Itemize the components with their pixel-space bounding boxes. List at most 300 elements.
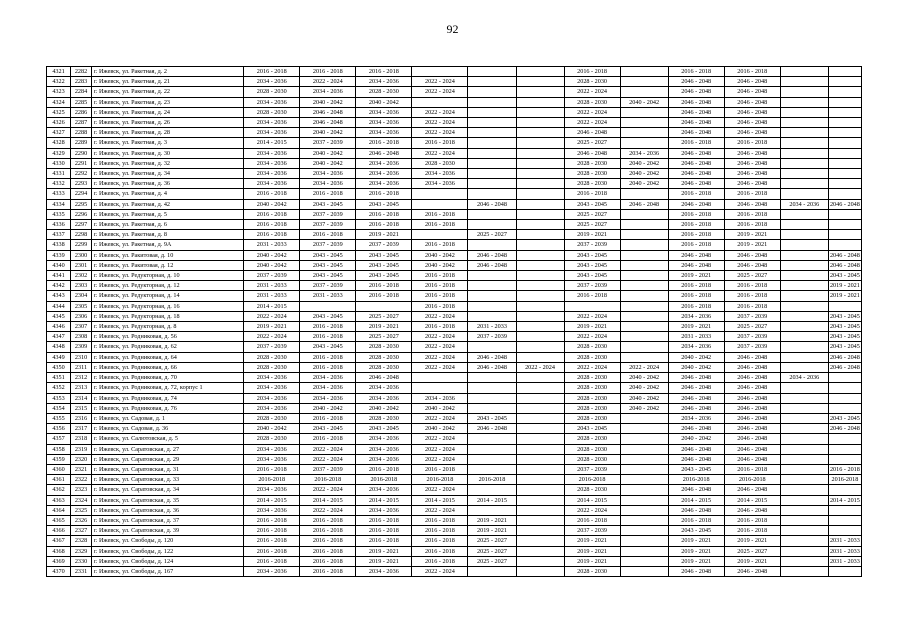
cell-period-11 [780, 107, 828, 117]
cell-period-5: 2043 - 2045 [468, 413, 516, 423]
cell-house-id: 2302 [71, 271, 92, 281]
cell-house-id: 2299 [71, 240, 92, 250]
cell-period-6 [516, 495, 564, 505]
cell-address: г. Ижевск, ул. Ракетная, д. 23 [92, 97, 244, 107]
cell-period-2: 2037 - 2039 [300, 220, 356, 230]
table-row [47, 169, 862, 179]
cell-period-8 [620, 220, 668, 230]
cell-address: г. Ижевск, ул. Ракетная, д. 22 [92, 87, 244, 97]
cell-period-1: 2016 - 2018 [244, 536, 300, 546]
cell-period-9: 2019 - 2021 [668, 271, 724, 281]
cell-period-12 [828, 485, 861, 495]
cell-address: г. Ижевск, ул. Ракитовая, д. 12 [92, 260, 244, 270]
cell-period-6 [516, 271, 564, 281]
cell-row-number: 4327 [47, 128, 71, 138]
cell-period-10: 2016 - 2018 [724, 515, 780, 525]
cell-period-8 [620, 322, 668, 332]
cell-period-8 [620, 107, 668, 117]
cell-period-7: 2014 - 2015 [564, 495, 620, 505]
cell-period-5 [468, 209, 516, 219]
table-row [47, 107, 862, 117]
cell-period-4: 2034 - 2036 [412, 169, 468, 179]
cell-period-2: 2016 - 2018 [300, 332, 356, 342]
cell-period-7: 2016 - 2018 [564, 189, 620, 199]
cell-period-8 [620, 260, 668, 270]
cell-period-4: 2022 - 2024 [412, 107, 468, 117]
cell-row-number: 4367 [47, 536, 71, 546]
cell-period-1: 2028 - 2030 [244, 107, 300, 117]
cell-period-3: 2016 - 2018 [356, 189, 412, 199]
cell-period-1: 2014 - 2015 [244, 495, 300, 505]
cell-house-id: 2328 [71, 536, 92, 546]
cell-period-7: 2028 - 2030 [564, 454, 620, 464]
cell-period-9: 2019 - 2021 [668, 546, 724, 556]
cell-period-2: 2043 - 2045 [300, 271, 356, 281]
cell-period-1: 2016 - 2018 [244, 67, 300, 77]
cell-row-number: 4338 [47, 240, 71, 250]
cell-house-id: 2301 [71, 260, 92, 270]
cell-period-6 [516, 352, 564, 362]
cell-period-8 [620, 138, 668, 148]
cell-house-id: 2315 [71, 403, 92, 413]
cell-period-10: 2016 - 2018 [724, 301, 780, 311]
cell-period-7: 2019 - 2021 [564, 546, 620, 556]
cell-address: г. Ижевск, ул. Свободы, д. 122 [92, 546, 244, 556]
table-row [47, 97, 862, 107]
cell-row-number: 4329 [47, 148, 71, 158]
cell-period-1: 2028 - 2030 [244, 434, 300, 444]
cell-period-2: 2046 - 2048 [300, 107, 356, 117]
cell-period-12 [828, 434, 861, 444]
cell-period-5: 2031 - 2033 [468, 322, 516, 332]
cell-period-7: 2037 - 2039 [564, 281, 620, 291]
cell-address: г. Ижевск, ул. Свободы, д. 167 [92, 566, 244, 576]
cell-period-12 [828, 230, 861, 240]
cell-period-11 [780, 464, 828, 474]
cell-period-3: 2016 - 2018 [356, 464, 412, 474]
cell-row-number: 4348 [47, 342, 71, 352]
cell-house-id: 2322 [71, 475, 92, 485]
cell-period-3: 2034 - 2036 [356, 485, 412, 495]
cell-period-4: 2022 - 2024 [412, 485, 468, 495]
table-row [47, 311, 862, 321]
cell-house-id: 2307 [71, 322, 92, 332]
cell-period-11 [780, 138, 828, 148]
cell-period-12: 2046 - 2048 [829, 200, 860, 208]
cell-period-6 [516, 383, 564, 393]
cell-house-id: 2285 [71, 97, 92, 107]
cell-period-2: 2016 - 2018 [300, 566, 356, 576]
cell-period-8 [620, 87, 668, 97]
cell-period-11 [780, 118, 828, 128]
cell-period-3: 2028 - 2030 [356, 362, 412, 372]
cell-period-8 [620, 464, 668, 474]
cell-row-number: 4346 [47, 322, 71, 332]
cell-period-3: 2034 - 2036 [356, 454, 412, 464]
cell-period-5 [468, 128, 516, 138]
cell-period-4: 2022 - 2024 [412, 118, 468, 128]
cell-period-5 [468, 118, 516, 128]
cell-period-5 [468, 373, 516, 383]
cell-period-8 [620, 505, 668, 515]
cell-period-1: 2014 - 2015 [244, 301, 300, 311]
cell-period-12 [828, 189, 861, 199]
cell-period-3: 2016 - 2018 [356, 515, 412, 525]
cell-period-6 [516, 505, 564, 515]
cell-period-8 [620, 424, 668, 434]
cell-period-2: 2034 - 2036 [300, 179, 356, 189]
cell-period-12 [828, 454, 861, 464]
cell-house-id: 2320 [71, 454, 92, 464]
cell-period-8 [620, 77, 668, 87]
cell-period-4 [412, 189, 468, 199]
cell-row-number: 4360 [47, 464, 71, 474]
cell-house-id: 2331 [71, 566, 92, 576]
cell-period-1: 2034 - 2036 [244, 373, 300, 383]
cell-period-1: 2034 - 2036 [244, 118, 300, 128]
cell-period-12 [828, 220, 861, 230]
cell-period-7: 2019 - 2021 [564, 556, 620, 566]
cell-period-4: 2022 - 2024 [412, 77, 468, 87]
cell-period-10: 2037 - 2039 [724, 311, 780, 321]
table-row [47, 322, 862, 332]
cell-house-id: 2318 [71, 434, 92, 444]
cell-period-3: 2046 - 2048 [356, 373, 412, 383]
table-row [47, 301, 862, 311]
cell-row-number: 4332 [47, 179, 71, 189]
cell-period-10: 2046 - 2048 [724, 128, 780, 138]
cell-period-12: 2043 - 2045 [829, 343, 860, 351]
cell-period-1: 2040 - 2042 [244, 250, 300, 260]
cell-house-id: 2327 [71, 526, 92, 536]
cell-period-11 [780, 158, 828, 168]
cell-house-id: 2312 [71, 373, 92, 383]
cell-period-12: 2046 - 2048 [829, 261, 860, 269]
table-row [47, 454, 862, 464]
cell-period-4: 2016 - 2018 [412, 526, 468, 536]
cell-period-7: 2028 - 2030 [564, 413, 620, 423]
cell-period-10: 2046 - 2048 [724, 566, 780, 576]
cell-period-7: 2022 - 2024 [564, 362, 620, 372]
cell-row-number: 4324 [47, 97, 71, 107]
cell-period-10: 2046 - 2048 [724, 383, 780, 393]
cell-period-2: 2040 - 2042 [300, 158, 356, 168]
cell-period-9: 2046 - 2048 [668, 393, 724, 403]
cell-period-7: 2019 - 2021 [564, 536, 620, 546]
cell-period-12 [828, 77, 861, 87]
cell-period-9: 2034 - 2036 [668, 311, 724, 321]
cell-period-8 [620, 515, 668, 525]
cell-period-7: 2019 - 2021 [564, 230, 620, 240]
cell-house-id: 2282 [71, 67, 92, 77]
cell-period-7: 2028 - 2030 [564, 77, 620, 87]
cell-period-11 [780, 271, 828, 281]
cell-period-1: 2037 - 2039 [244, 342, 300, 352]
cell-period-11 [780, 505, 828, 515]
cell-period-2: 2043 - 2045 [300, 199, 356, 209]
cell-period-3: 2014 - 2015 [356, 495, 412, 505]
cell-period-1: 2031 - 2033 [244, 291, 300, 301]
cell-row-number: 4342 [47, 281, 71, 291]
cell-period-10: 2046 - 2048 [724, 77, 780, 87]
cell-period-3: 2034 - 2036 [356, 434, 412, 444]
cell-address: г. Ижевск, ул. Саратовская, д. 31 [92, 464, 244, 474]
cell-period-10: 2025 - 2027 [724, 271, 780, 281]
cell-period-10: 2046 - 2048 [724, 260, 780, 270]
cell-period-1: 2034 - 2036 [244, 179, 300, 189]
cell-period-3: 2034 - 2036 [356, 393, 412, 403]
cell-period-9: 2046 - 2048 [668, 566, 724, 576]
cell-address: г. Ижевск, ул. Родниковая, д. 70 [92, 373, 244, 383]
cell-period-7: 2028 - 2030 [564, 352, 620, 362]
cell-period-9: 2046 - 2048 [668, 128, 724, 138]
cell-period-2: 2016 - 2018 [300, 526, 356, 536]
table-row [47, 77, 862, 87]
cell-period-9: 2046 - 2048 [668, 260, 724, 270]
cell-row-number: 4333 [47, 189, 71, 199]
cell-period-7: 2028 - 2030 [564, 393, 620, 403]
cell-period-5 [468, 179, 516, 189]
cell-period-2 [300, 301, 356, 311]
cell-house-id: 2304 [71, 291, 92, 301]
cell-period-7: 2019 - 2021 [564, 322, 620, 332]
cell-period-7: 2043 - 2045 [564, 250, 620, 260]
cell-period-5 [468, 148, 516, 158]
cell-period-9: 2040 - 2042 [668, 362, 724, 372]
cell-period-9: 2046 - 2048 [668, 250, 724, 260]
table-row [47, 271, 862, 281]
cell-period-1: 2034 - 2036 [244, 403, 300, 413]
cell-period-4: 2022 - 2024 [412, 413, 468, 423]
cell-period-5 [468, 393, 516, 403]
table-row [47, 240, 862, 250]
cell-row-number: 4349 [47, 352, 71, 362]
cell-period-9: 2016 - 2018 [668, 281, 724, 291]
cell-period-12 [828, 444, 861, 454]
cell-house-id: 2293 [71, 179, 92, 189]
table-row [47, 413, 862, 423]
cell-house-id: 2295 [71, 199, 92, 209]
cell-period-7: 2043 - 2045 [564, 424, 620, 434]
cell-period-11 [780, 332, 828, 342]
cell-period-9: 2016 - 2018 [668, 230, 724, 240]
cell-period-3: 2034 - 2036 [356, 566, 412, 576]
table-row [47, 536, 862, 546]
cell-period-11 [780, 77, 828, 87]
cell-period-12: 2031 - 2033 [829, 547, 860, 555]
cell-period-5 [468, 485, 516, 495]
cell-period-12 [828, 209, 861, 219]
cell-period-4: 2016 - 2018 [412, 546, 468, 556]
cell-address: г. Ижевск, ул. Ракетная, д. 2 [92, 67, 244, 77]
cell-row-number: 4369 [47, 556, 71, 566]
cell-period-5: 2046 - 2048 [468, 199, 516, 209]
cell-period-6 [516, 97, 564, 107]
cell-row-number: 4343 [47, 291, 71, 301]
table-row [47, 250, 862, 260]
cell-period-8: 2040 - 2042 [620, 169, 668, 179]
table-row [47, 485, 862, 495]
cell-period-11 [780, 413, 828, 423]
table-row [47, 158, 862, 168]
cell-period-2: 2040 - 2042 [300, 128, 356, 138]
cell-period-12: 2016-2018 [828, 475, 861, 485]
cell-period-3: 2043 - 2045 [356, 271, 412, 281]
cell-period-1: 2034 - 2036 [244, 505, 300, 515]
cell-period-4: 2016 - 2018 [412, 281, 468, 291]
cell-period-6 [516, 240, 564, 250]
table-row [47, 179, 862, 189]
cell-period-4: 2040 - 2042 [412, 403, 468, 413]
cell-period-11 [780, 97, 828, 107]
cell-period-10: 2046 - 2048 [724, 505, 780, 515]
cell-address: г. Ижевск, ул. Садовая, д. 1 [92, 413, 244, 423]
cell-period-4: 2022 - 2024 [412, 148, 468, 158]
cell-period-9: 2046 - 2048 [668, 87, 724, 97]
cell-address: г. Ижевск, ул. Ракетная, д. 32 [92, 158, 244, 168]
cell-row-number: 4366 [47, 526, 71, 536]
cell-period-2: 2037 - 2039 [300, 138, 356, 148]
cell-period-9: 2043 - 2045 [668, 526, 724, 536]
cell-period-6 [516, 434, 564, 444]
cell-period-8 [620, 434, 668, 444]
cell-period-1: 2034 - 2036 [244, 169, 300, 179]
cell-period-4 [412, 199, 468, 209]
cell-house-id: 2292 [71, 169, 92, 179]
cell-period-6 [516, 556, 564, 566]
cell-period-11 [780, 444, 828, 454]
cell-period-2: 2016 - 2018 [300, 352, 356, 362]
cell-period-12: 2019 - 2021 [829, 292, 860, 300]
cell-period-10: 2019 - 2021 [724, 536, 780, 546]
cell-period-3: 2016 - 2018 [356, 281, 412, 291]
cell-address: г. Ижевск, ул. Редукторная, д. 16 [92, 301, 244, 311]
cell-period-10: 2016 - 2018 [724, 138, 780, 148]
cell-period-4: 2016 - 2018 [412, 220, 468, 230]
cell-period-6 [516, 158, 564, 168]
cell-period-4: 2022 - 2024 [412, 352, 468, 362]
cell-period-11: 2034 - 2036 [780, 199, 828, 209]
cell-row-number: 4370 [47, 566, 71, 576]
cell-period-6 [516, 373, 564, 383]
cell-period-10: 2046 - 2048 [724, 250, 780, 260]
cell-house-id: 2323 [71, 485, 92, 495]
cell-address: г. Ижевск, ул. Ракетная, д. 24 [92, 107, 244, 117]
cell-period-6 [516, 403, 564, 413]
cell-period-12: 2031 - 2033 [829, 557, 860, 565]
cell-period-11 [780, 301, 828, 311]
cell-period-5 [468, 107, 516, 117]
cell-period-7: 2028 - 2030 [564, 383, 620, 393]
cell-row-number: 4322 [47, 77, 71, 87]
cell-period-9: 2046 - 2048 [668, 454, 724, 464]
cell-period-3 [356, 301, 412, 311]
cell-period-10: 2046 - 2048 [724, 199, 780, 209]
cell-row-number: 4323 [47, 87, 71, 97]
cell-address: г. Ижевск, ул. Саратовская, д. 37 [92, 515, 244, 525]
cell-period-11 [780, 362, 828, 372]
cell-period-12: 2046 - 2048 [829, 353, 860, 361]
cell-period-7: 2028 - 2030 [564, 444, 620, 454]
cell-period-1: 2034 - 2036 [244, 444, 300, 454]
cell-period-10: 2025 - 2027 [724, 322, 780, 332]
cell-period-2: 2016-2018 [300, 475, 356, 485]
cell-period-4: 2016 - 2018 [412, 271, 468, 281]
cell-period-4 [412, 230, 468, 240]
cell-row-number: 4351 [47, 373, 71, 383]
cell-period-11 [780, 209, 828, 219]
cell-period-3: 2016 - 2018 [356, 67, 412, 77]
cell-address: г. Ижевск, ул. Родниковая, д. 62 [92, 342, 244, 352]
cell-period-9: 2043 - 2045 [668, 464, 724, 474]
cell-period-2: 2016 - 2018 [300, 556, 356, 566]
cell-period-11 [780, 220, 828, 230]
cell-period-8: 2046 - 2048 [620, 199, 668, 209]
cell-address: г. Ижевск, ул. Саратовская, д. 35 [92, 495, 244, 505]
cell-period-8: 2040 - 2042 [620, 383, 668, 393]
cell-period-11 [780, 403, 828, 413]
cell-period-1: 2016-2018 [244, 475, 300, 485]
table-row [47, 362, 862, 372]
cell-period-12: 2043 - 2045 [829, 272, 860, 280]
cell-period-3: 2025 - 2027 [356, 311, 412, 321]
cell-period-10: 2046 - 2048 [724, 179, 780, 189]
cell-period-3: 2019 - 2021 [356, 322, 412, 332]
table-row [47, 220, 862, 230]
cell-period-1: 2028 - 2030 [244, 413, 300, 423]
cell-period-9: 2046 - 2048 [668, 403, 724, 413]
cell-period-8 [620, 311, 668, 321]
cell-period-7: 2028 - 2030 [564, 434, 620, 444]
cell-row-number: 4344 [47, 301, 71, 311]
cell-period-6: 2022 - 2024 [516, 362, 564, 372]
cell-period-12: 2019 - 2021 [829, 282, 860, 290]
cell-period-3: 2043 - 2045 [356, 250, 412, 260]
cell-period-5 [468, 97, 516, 107]
cell-period-3: 2025 - 2027 [356, 332, 412, 342]
cell-period-11 [780, 424, 828, 434]
cell-period-11 [780, 383, 828, 393]
cell-period-5: 2025 - 2027 [468, 556, 516, 566]
cell-period-7: 2028 - 2030 [564, 169, 620, 179]
cell-period-10: 2046 - 2048 [724, 373, 780, 383]
cell-period-7: 2037 - 2039 [564, 464, 620, 474]
cell-period-6 [516, 291, 564, 301]
cell-period-2: 2022 - 2024 [300, 444, 356, 454]
cell-period-12 [828, 526, 861, 536]
cell-period-7: 2022 - 2024 [564, 107, 620, 117]
cell-house-id: 2308 [71, 332, 92, 342]
cell-period-3: 2016 - 2018 [356, 291, 412, 301]
cell-period-2: 2022 - 2024 [300, 77, 356, 87]
cell-house-id: 2326 [71, 515, 92, 525]
cell-period-5 [468, 281, 516, 291]
cell-period-5: 2046 - 2048 [468, 250, 516, 260]
cell-period-4 [412, 373, 468, 383]
table-row [47, 128, 862, 138]
cell-period-6 [516, 220, 564, 230]
cell-address: г. Ижевск, ул. Родниковая, д. 56 [92, 332, 244, 342]
cell-period-9: 2034 - 2036 [668, 342, 724, 352]
cell-period-9: 2046 - 2048 [668, 505, 724, 515]
cell-period-7: 2028 - 2030 [564, 158, 620, 168]
cell-period-4 [412, 383, 468, 393]
cell-period-12 [828, 67, 861, 77]
cell-period-12: 2043 - 2045 [829, 333, 860, 341]
cell-period-7: 2025 - 2027 [564, 138, 620, 148]
cell-period-11 [780, 169, 828, 179]
cell-period-5: 2046 - 2048 [468, 260, 516, 270]
